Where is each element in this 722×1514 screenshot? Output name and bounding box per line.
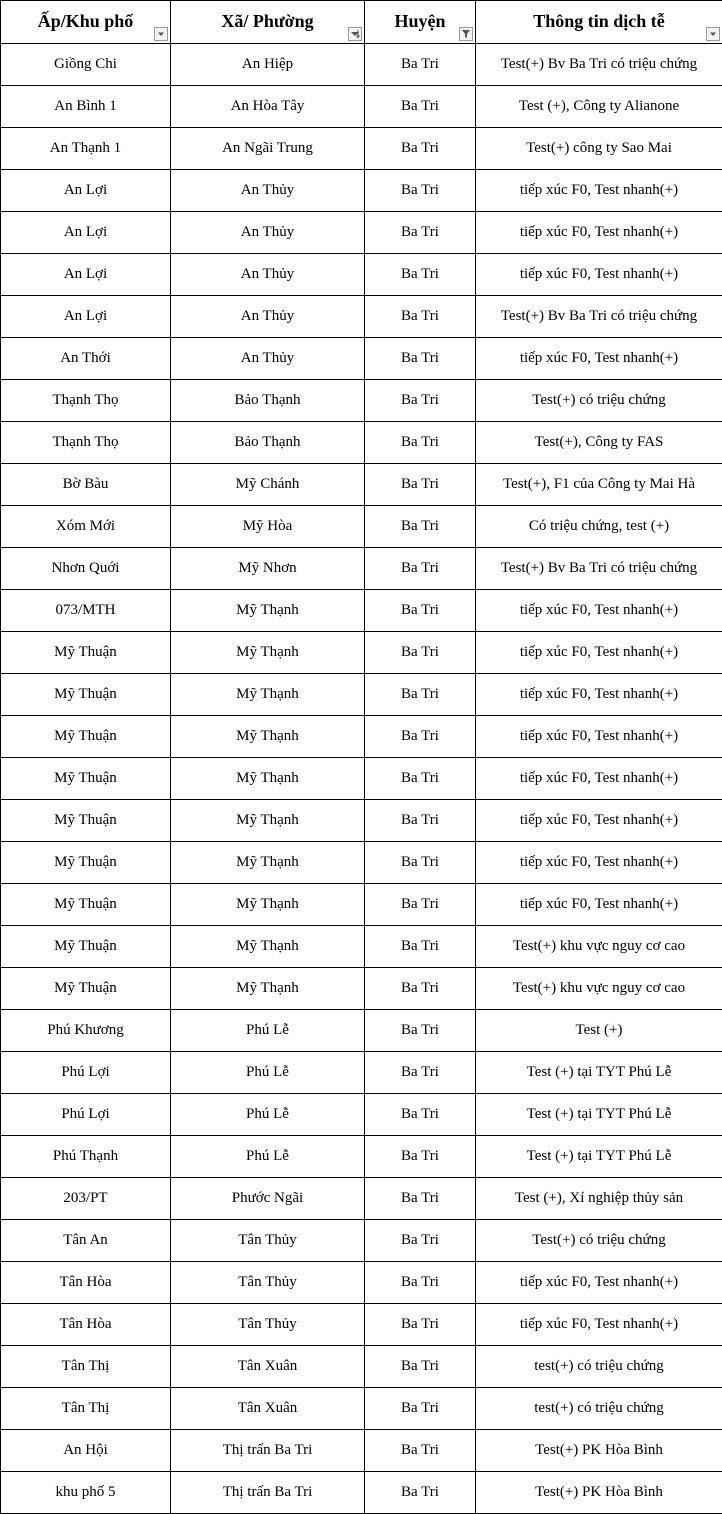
cell-thong-tin-dich-te[interactable]: tiếp xúc F0, Test nhanh(+) — [476, 590, 722, 632]
cell-huyen[interactable]: Ba Tri — [365, 842, 476, 884]
table-row — [1, 674, 722, 716]
header-thong-tin-dich-te — [476, 1, 722, 44]
header-row — [1, 1, 722, 44]
cell-thong-tin-dich-te[interactable]: tiếp xúc F0, Test nhanh(+) — [476, 1304, 722, 1346]
table-row — [1, 422, 722, 464]
cell-xa-phuong[interactable]: An Thủy — [171, 338, 365, 380]
cell-xa-phuong[interactable]: Mỹ Hòa — [171, 506, 365, 548]
cell-xa-phuong[interactable]: Mỹ Thạnh — [171, 716, 365, 758]
cell-thong-tin-dich-te[interactable]: Test (+), Công ty Alianone — [476, 86, 722, 128]
table-row — [1, 1094, 722, 1136]
filter-dropdown-button[interactable] — [459, 27, 473, 41]
cell-thong-tin-dich-te[interactable]: tiếp xúc F0, Test nhanh(+) — [476, 632, 722, 674]
filter-dropdown-button[interactable] — [154, 27, 168, 41]
cell-huyen[interactable]: Ba Tri — [365, 758, 476, 800]
cell-thong-tin-dich-te[interactable]: test(+) có triệu chứng — [476, 1388, 722, 1430]
cell-huyen[interactable]: Ba Tri — [365, 1304, 476, 1346]
cell-xa-phuong[interactable]: An Thủy — [171, 170, 365, 212]
cell-ap-khu-pho[interactable]: Nhơn Quới — [1, 548, 171, 590]
cell-huyen[interactable]: Ba Tri — [365, 1052, 476, 1094]
cell-huyen[interactable]: Ba Tri — [365, 1472, 476, 1514]
cell-ap-khu-pho[interactable]: khu phố 5 — [1, 1472, 171, 1514]
table-row — [1, 506, 722, 548]
cell-ap-khu-pho[interactable]: Tân Thị — [1, 1346, 171, 1388]
cell-xa-phuong[interactable]: Phú Lễ — [171, 1010, 365, 1052]
cell-ap-khu-pho[interactable]: Phú Lợi — [1, 1052, 171, 1094]
table-row — [1, 758, 722, 800]
cell-ap-khu-pho[interactable]: Thạnh Thọ — [1, 380, 171, 422]
cell-huyen[interactable]: Ba Tri — [365, 422, 476, 464]
header-label: Huyện — [394, 11, 445, 32]
cell-xa-phuong[interactable]: An Thủy — [171, 254, 365, 296]
header-xa-phuong — [171, 1, 365, 44]
cell-ap-khu-pho[interactable]: An Lợi — [1, 254, 171, 296]
cell-ap-khu-pho[interactable]: An Hội — [1, 1430, 171, 1472]
cell-ap-khu-pho[interactable]: Mỹ Thuận — [1, 716, 171, 758]
cell-thong-tin-dich-te[interactable]: Test(+) PK Hòa Bình — [476, 1430, 722, 1472]
cell-huyen[interactable]: Ba Tri — [365, 548, 476, 590]
cell-ap-khu-pho[interactable]: Mỹ Thuận — [1, 758, 171, 800]
cell-xa-phuong[interactable]: Phú Lễ — [171, 1052, 365, 1094]
cell-huyen[interactable]: Ba Tri — [365, 1010, 476, 1052]
cell-thong-tin-dich-te[interactable]: Có triệu chứng, test (+) — [476, 506, 722, 548]
cell-thong-tin-dich-te[interactable]: tiếp xúc F0, Test nhanh(+) — [476, 212, 722, 254]
cell-thong-tin-dich-te[interactable]: Test(+), Công ty FAS — [476, 422, 722, 464]
table-row — [1, 1472, 722, 1514]
cell-xa-phuong[interactable]: Mỹ Nhơn — [171, 548, 365, 590]
cell-ap-khu-pho[interactable]: Mỹ Thuận — [1, 800, 171, 842]
table-row — [1, 548, 722, 590]
table-row — [1, 926, 722, 968]
cell-ap-khu-pho[interactable]: Tân An — [1, 1220, 171, 1262]
table-row — [1, 1262, 722, 1304]
cell-huyen[interactable]: Ba Tri — [365, 338, 476, 380]
cell-xa-phuong[interactable]: Phú Lễ — [171, 1094, 365, 1136]
table-row — [1, 632, 722, 674]
cell-ap-khu-pho[interactable]: Giồng Chi — [1, 44, 171, 86]
header-label: Thông tin dịch tễ — [533, 11, 665, 32]
cell-xa-phuong[interactable]: Tân Thủy — [171, 1220, 365, 1262]
cell-thong-tin-dich-te[interactable]: Test(+) Bv Ba Tri có triệu chứng — [476, 44, 722, 86]
cell-huyen[interactable]: Ba Tri — [365, 44, 476, 86]
cell-thong-tin-dich-te[interactable]: tiếp xúc F0, Test nhanh(+) — [476, 800, 722, 842]
cell-ap-khu-pho[interactable]: An Thới — [1, 338, 171, 380]
table-row — [1, 128, 722, 170]
header-row-group — [1, 1, 722, 44]
table-row — [1, 1136, 722, 1178]
cell-thong-tin-dich-te[interactable]: tiếp xúc F0, Test nhanh(+) — [476, 254, 722, 296]
cell-xa-phuong[interactable]: Mỹ Thạnh — [171, 632, 365, 674]
cell-ap-khu-pho[interactable]: Tân Hòa — [1, 1262, 171, 1304]
cell-thong-tin-dich-te[interactable]: Test(+) có triệu chứng — [476, 380, 722, 422]
cell-xa-phuong[interactable]: Mỹ Thạnh — [171, 590, 365, 632]
cell-huyen[interactable]: Ba Tri — [365, 926, 476, 968]
table-row — [1, 716, 722, 758]
cell-xa-phuong[interactable]: Mỹ Thạnh — [171, 926, 365, 968]
header-label: Xã/ Phường — [221, 11, 313, 32]
cell-xa-phuong[interactable]: Bảo Thạnh — [171, 380, 365, 422]
cell-thong-tin-dich-te[interactable]: tiếp xúc F0, Test nhanh(+) — [476, 884, 722, 926]
cell-huyen[interactable]: Ba Tri — [365, 884, 476, 926]
cell-huyen[interactable]: Ba Tri — [365, 212, 476, 254]
table-row — [1, 968, 722, 1010]
cell-xa-phuong[interactable]: An Thủy — [171, 212, 365, 254]
cell-thong-tin-dich-te[interactable]: Test(+) Bv Ba Tri có triệu chứng — [476, 548, 722, 590]
cell-thong-tin-dich-te[interactable]: tiếp xúc F0, Test nhanh(+) — [476, 842, 722, 884]
cell-thong-tin-dich-te[interactable]: tiếp xúc F0, Test nhanh(+) — [476, 758, 722, 800]
table-row — [1, 170, 722, 212]
cell-huyen[interactable]: Ba Tri — [365, 800, 476, 842]
table-row — [1, 1052, 722, 1094]
cell-xa-phuong[interactable]: Mỹ Thạnh — [171, 674, 365, 716]
header-ap-khu-pho — [1, 1, 171, 44]
cell-xa-phuong[interactable]: Thị trấn Ba Tri — [171, 1430, 365, 1472]
cell-huyen[interactable]: Ba Tri — [365, 716, 476, 758]
cell-ap-khu-pho[interactable]: Thạnh Thọ — [1, 422, 171, 464]
cell-ap-khu-pho[interactable]: An Lợi — [1, 296, 171, 338]
cell-huyen[interactable]: Ba Tri — [365, 1262, 476, 1304]
table-row — [1, 1010, 722, 1052]
cell-huyen[interactable]: Ba Tri — [365, 1388, 476, 1430]
cell-huyen[interactable]: Ba Tri — [365, 590, 476, 632]
cell-xa-phuong[interactable]: Mỹ Thạnh — [171, 842, 365, 884]
cell-ap-khu-pho[interactable]: Mỹ Thuận — [1, 632, 171, 674]
table-row — [1, 590, 722, 632]
cell-ap-khu-pho[interactable]: Phú Lợi — [1, 1094, 171, 1136]
cell-thong-tin-dich-te[interactable]: Test(+) khu vực nguy cơ cao — [476, 926, 722, 968]
cell-xa-phuong[interactable]: Tân Thủy — [171, 1262, 365, 1304]
filter-dropdown-button[interactable] — [706, 27, 720, 41]
table-row — [1, 86, 722, 128]
table-row — [1, 1220, 722, 1262]
cell-xa-phuong[interactable]: Mỹ Thạnh — [171, 758, 365, 800]
cell-huyen[interactable]: Ba Tri — [365, 170, 476, 212]
cell-ap-khu-pho[interactable]: Phú Thạnh — [1, 1136, 171, 1178]
table-row — [1, 338, 722, 380]
cell-xa-phuong[interactable]: Mỹ Chánh — [171, 464, 365, 506]
cell-ap-khu-pho[interactable]: An Lợi — [1, 170, 171, 212]
cell-huyen[interactable]: Ba Tri — [365, 1220, 476, 1262]
cell-xa-phuong[interactable]: Tân Xuân — [171, 1388, 365, 1430]
cell-thong-tin-dich-te[interactable]: tiếp xúc F0, Test nhanh(+) — [476, 674, 722, 716]
table-row — [1, 1346, 722, 1388]
cell-thong-tin-dich-te[interactable]: tiếp xúc F0, Test nhanh(+) — [476, 170, 722, 212]
cell-thong-tin-dich-te[interactable]: tiếp xúc F0, Test nhanh(+) — [476, 1262, 722, 1304]
table-row — [1, 1304, 722, 1346]
table-row — [1, 380, 722, 422]
cell-thong-tin-dich-te[interactable]: test(+) có triệu chứng — [476, 1346, 722, 1388]
sort-filter-icon — [350, 29, 360, 39]
cell-huyen[interactable]: Ba Tri — [365, 128, 476, 170]
table-body — [1, 44, 722, 1514]
cell-ap-khu-pho[interactable]: Mỹ Thuận — [1, 884, 171, 926]
cell-huyen[interactable]: Ba Tri — [365, 86, 476, 128]
cell-huyen[interactable]: Ba Tri — [365, 632, 476, 674]
table-row — [1, 1430, 722, 1472]
header-label: Ấp/Khu phố — [38, 11, 134, 32]
cell-xa-phuong[interactable]: An Thủy — [171, 296, 365, 338]
cell-thong-tin-dich-te[interactable]: Test(+) công ty Sao Mai — [476, 128, 722, 170]
cell-ap-khu-pho[interactable]: An Bình 1 — [1, 86, 171, 128]
cell-huyen[interactable]: Ba Tri — [365, 380, 476, 422]
cell-ap-khu-pho[interactable]: 073/MTH — [1, 590, 171, 632]
cell-huyen[interactable]: Ba Tri — [365, 254, 476, 296]
cell-xa-phuong[interactable]: Tân Thủy — [171, 1304, 365, 1346]
cell-thong-tin-dich-te[interactable]: Test (+) — [476, 1010, 722, 1052]
table-row — [1, 296, 722, 338]
cell-ap-khu-pho[interactable]: Mỹ Thuận — [1, 842, 171, 884]
cell-xa-phuong[interactable]: Phước Ngãi — [171, 1178, 365, 1220]
cell-ap-khu-pho[interactable]: Mỹ Thuận — [1, 674, 171, 716]
dropdown-arrow-icon — [156, 29, 166, 39]
cell-xa-phuong[interactable]: An Ngãi Trung — [171, 128, 365, 170]
cell-thong-tin-dich-te[interactable]: Test (+) tại TYT Phú Lễ — [476, 1094, 722, 1136]
cell-ap-khu-pho[interactable]: Xóm Mới — [1, 506, 171, 548]
cell-ap-khu-pho[interactable]: 203/PT — [1, 1178, 171, 1220]
cell-huyen[interactable]: Ba Tri — [365, 968, 476, 1010]
table-row — [1, 212, 722, 254]
cell-thong-tin-dich-te[interactable]: Test (+) tại TYT Phú Lễ — [476, 1136, 722, 1178]
cell-ap-khu-pho[interactable]: Tân Hòa — [1, 1304, 171, 1346]
table-row — [1, 884, 722, 926]
cell-thong-tin-dich-te[interactable]: Test (+), Xí nghiệp thủy sản — [476, 1178, 722, 1220]
cell-ap-khu-pho[interactable]: Tân Thị — [1, 1388, 171, 1430]
table-row — [1, 464, 722, 506]
cell-xa-phuong[interactable]: Mỹ Thạnh — [171, 968, 365, 1010]
cell-huyen[interactable]: Ba Tri — [365, 1178, 476, 1220]
cell-thong-tin-dich-te[interactable]: tiếp xúc F0, Test nhanh(+) — [476, 338, 722, 380]
cell-huyen[interactable]: Ba Tri — [365, 674, 476, 716]
table-row — [1, 1178, 722, 1220]
cell-huyen[interactable]: Ba Tri — [365, 1430, 476, 1472]
cell-thong-tin-dich-te[interactable]: Test (+) tại TYT Phú Lễ — [476, 1052, 722, 1094]
dropdown-arrow-icon — [708, 29, 718, 39]
cell-huyen[interactable]: Ba Tri — [365, 506, 476, 548]
table-row — [1, 254, 722, 296]
table-row — [1, 44, 722, 86]
cell-huyen[interactable]: Ba Tri — [365, 296, 476, 338]
cell-thong-tin-dich-te[interactable]: Test(+) PK Hòa Bình — [476, 1472, 722, 1514]
cell-thong-tin-dich-te[interactable]: Test(+) khu vực nguy cơ cao — [476, 968, 722, 1010]
cell-xa-phuong[interactable]: Bảo Thạnh — [171, 422, 365, 464]
cell-huyen[interactable]: Ba Tri — [365, 1094, 476, 1136]
cell-huyen[interactable]: Ba Tri — [365, 464, 476, 506]
cell-ap-khu-pho[interactable]: Mỹ Thuận — [1, 926, 171, 968]
table-row — [1, 842, 722, 884]
cell-ap-khu-pho[interactable]: Mỹ Thuận — [1, 968, 171, 1010]
cell-huyen[interactable]: Ba Tri — [365, 1346, 476, 1388]
table-row — [1, 800, 722, 842]
cell-xa-phuong[interactable]: Phú Lễ — [171, 1136, 365, 1178]
cell-xa-phuong[interactable]: Mỹ Thạnh — [171, 800, 365, 842]
cell-thong-tin-dich-te[interactable]: Test(+) Bv Ba Tri có triệu chứng — [476, 296, 722, 338]
cell-ap-khu-pho[interactable]: Bờ Bàu — [1, 464, 171, 506]
table-row — [1, 1388, 722, 1430]
filter-funnel-icon — [461, 29, 471, 39]
filter-dropdown-button[interactable] — [348, 27, 362, 41]
cell-thong-tin-dich-te[interactable]: Test(+), F1 của Công ty Mai Hà — [476, 464, 722, 506]
cell-ap-khu-pho[interactable]: An Thạnh 1 — [1, 128, 171, 170]
cell-thong-tin-dich-te[interactable]: Test(+) có triệu chứng — [476, 1220, 722, 1262]
cell-xa-phuong[interactable]: Mỹ Thạnh — [171, 884, 365, 926]
cell-xa-phuong[interactable]: Tân Xuân — [171, 1346, 365, 1388]
cell-thong-tin-dich-te[interactable]: tiếp xúc F0, Test nhanh(+) — [476, 716, 722, 758]
cell-xa-phuong[interactable]: An Hòa Tây — [171, 86, 365, 128]
cell-xa-phuong[interactable]: Thị trấn Ba Tri — [171, 1472, 365, 1514]
cell-xa-phuong[interactable]: An Hiệp — [171, 44, 365, 86]
cell-huyen[interactable]: Ba Tri — [365, 1136, 476, 1178]
header-huyen — [365, 1, 476, 44]
cell-ap-khu-pho[interactable]: Phú Khương — [1, 1010, 171, 1052]
cell-ap-khu-pho[interactable]: An Lợi — [1, 212, 171, 254]
